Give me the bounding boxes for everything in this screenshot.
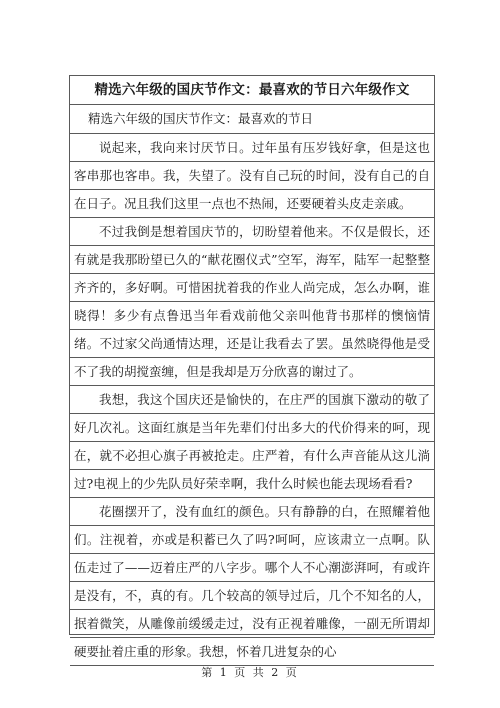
paragraph-1: 说起来，我向来讨厌节日。过年虽有压岁钱好拿，但是这也客串那也客串。我，失望了。没有自己玩的时间，没有自己的自在日子。况且我们这里一点也不热闹，还要硬着头皮走亲戚。 — [70, 134, 434, 218]
page-footer: 第 1 页 共 2 页 — [201, 666, 299, 679]
essay-title: 精选六年级的国庆节作文：最喜欢的节日六年级作文 — [70, 76, 434, 105]
essay-subtitle: 精选六年级的国庆节作文：最喜欢的节日 — [70, 105, 434, 134]
paragraph-2: 不过我倒是想着国庆节的，切盼望着他来。不仅是假长，还有就是我那盼望已久的“献花圈仪式”空军，海军，陆军一起整整齐齐的，多好啊。可惜困扰着我的作业人尚完成，怎么办啊，谁晓得！多少有点鲁迅当年看戏前他父亲叫他背书那样的懊恼情绪。不过家父尚通情达理，还是让我看去了罢。虽然晓得他是受不了我的胡搅蛮缠，但是我却是万分欣喜的谢过了。 — [70, 218, 434, 386]
paragraph-3: 我想，我这个国庆还是愉快的，在庄严的国旗下激动的敬了好几次礼。这面红旗是当年先辈们付出多大的代价得来的呵，现在，就不必担心旗子再被抢走。庄严着，有什么声音能从这儿淌过?电视上的少先队员好荣幸啊，我什么时候也能去现场看看? — [70, 386, 434, 498]
essay-table — [69, 75, 435, 659]
paragraph-4: 花圈摆开了，没有血红的颜色。只有静静的白，在照耀着他们。注视着，亦或是积蓄已久了吗?呵呵，应该肃立一点啊。队伍走过了——迈着庄严的八字步。哪个人不心潮澎湃呵，有或许是没有，不，真的有。几个较高的领导过后，几个不知名的人，抿着微笑，从雕像前缓缓走过，没有正视着雕像，一副无所谓却硬要扯着庄重的形象。我想，怀着几进复杂的心 — [70, 498, 434, 666]
